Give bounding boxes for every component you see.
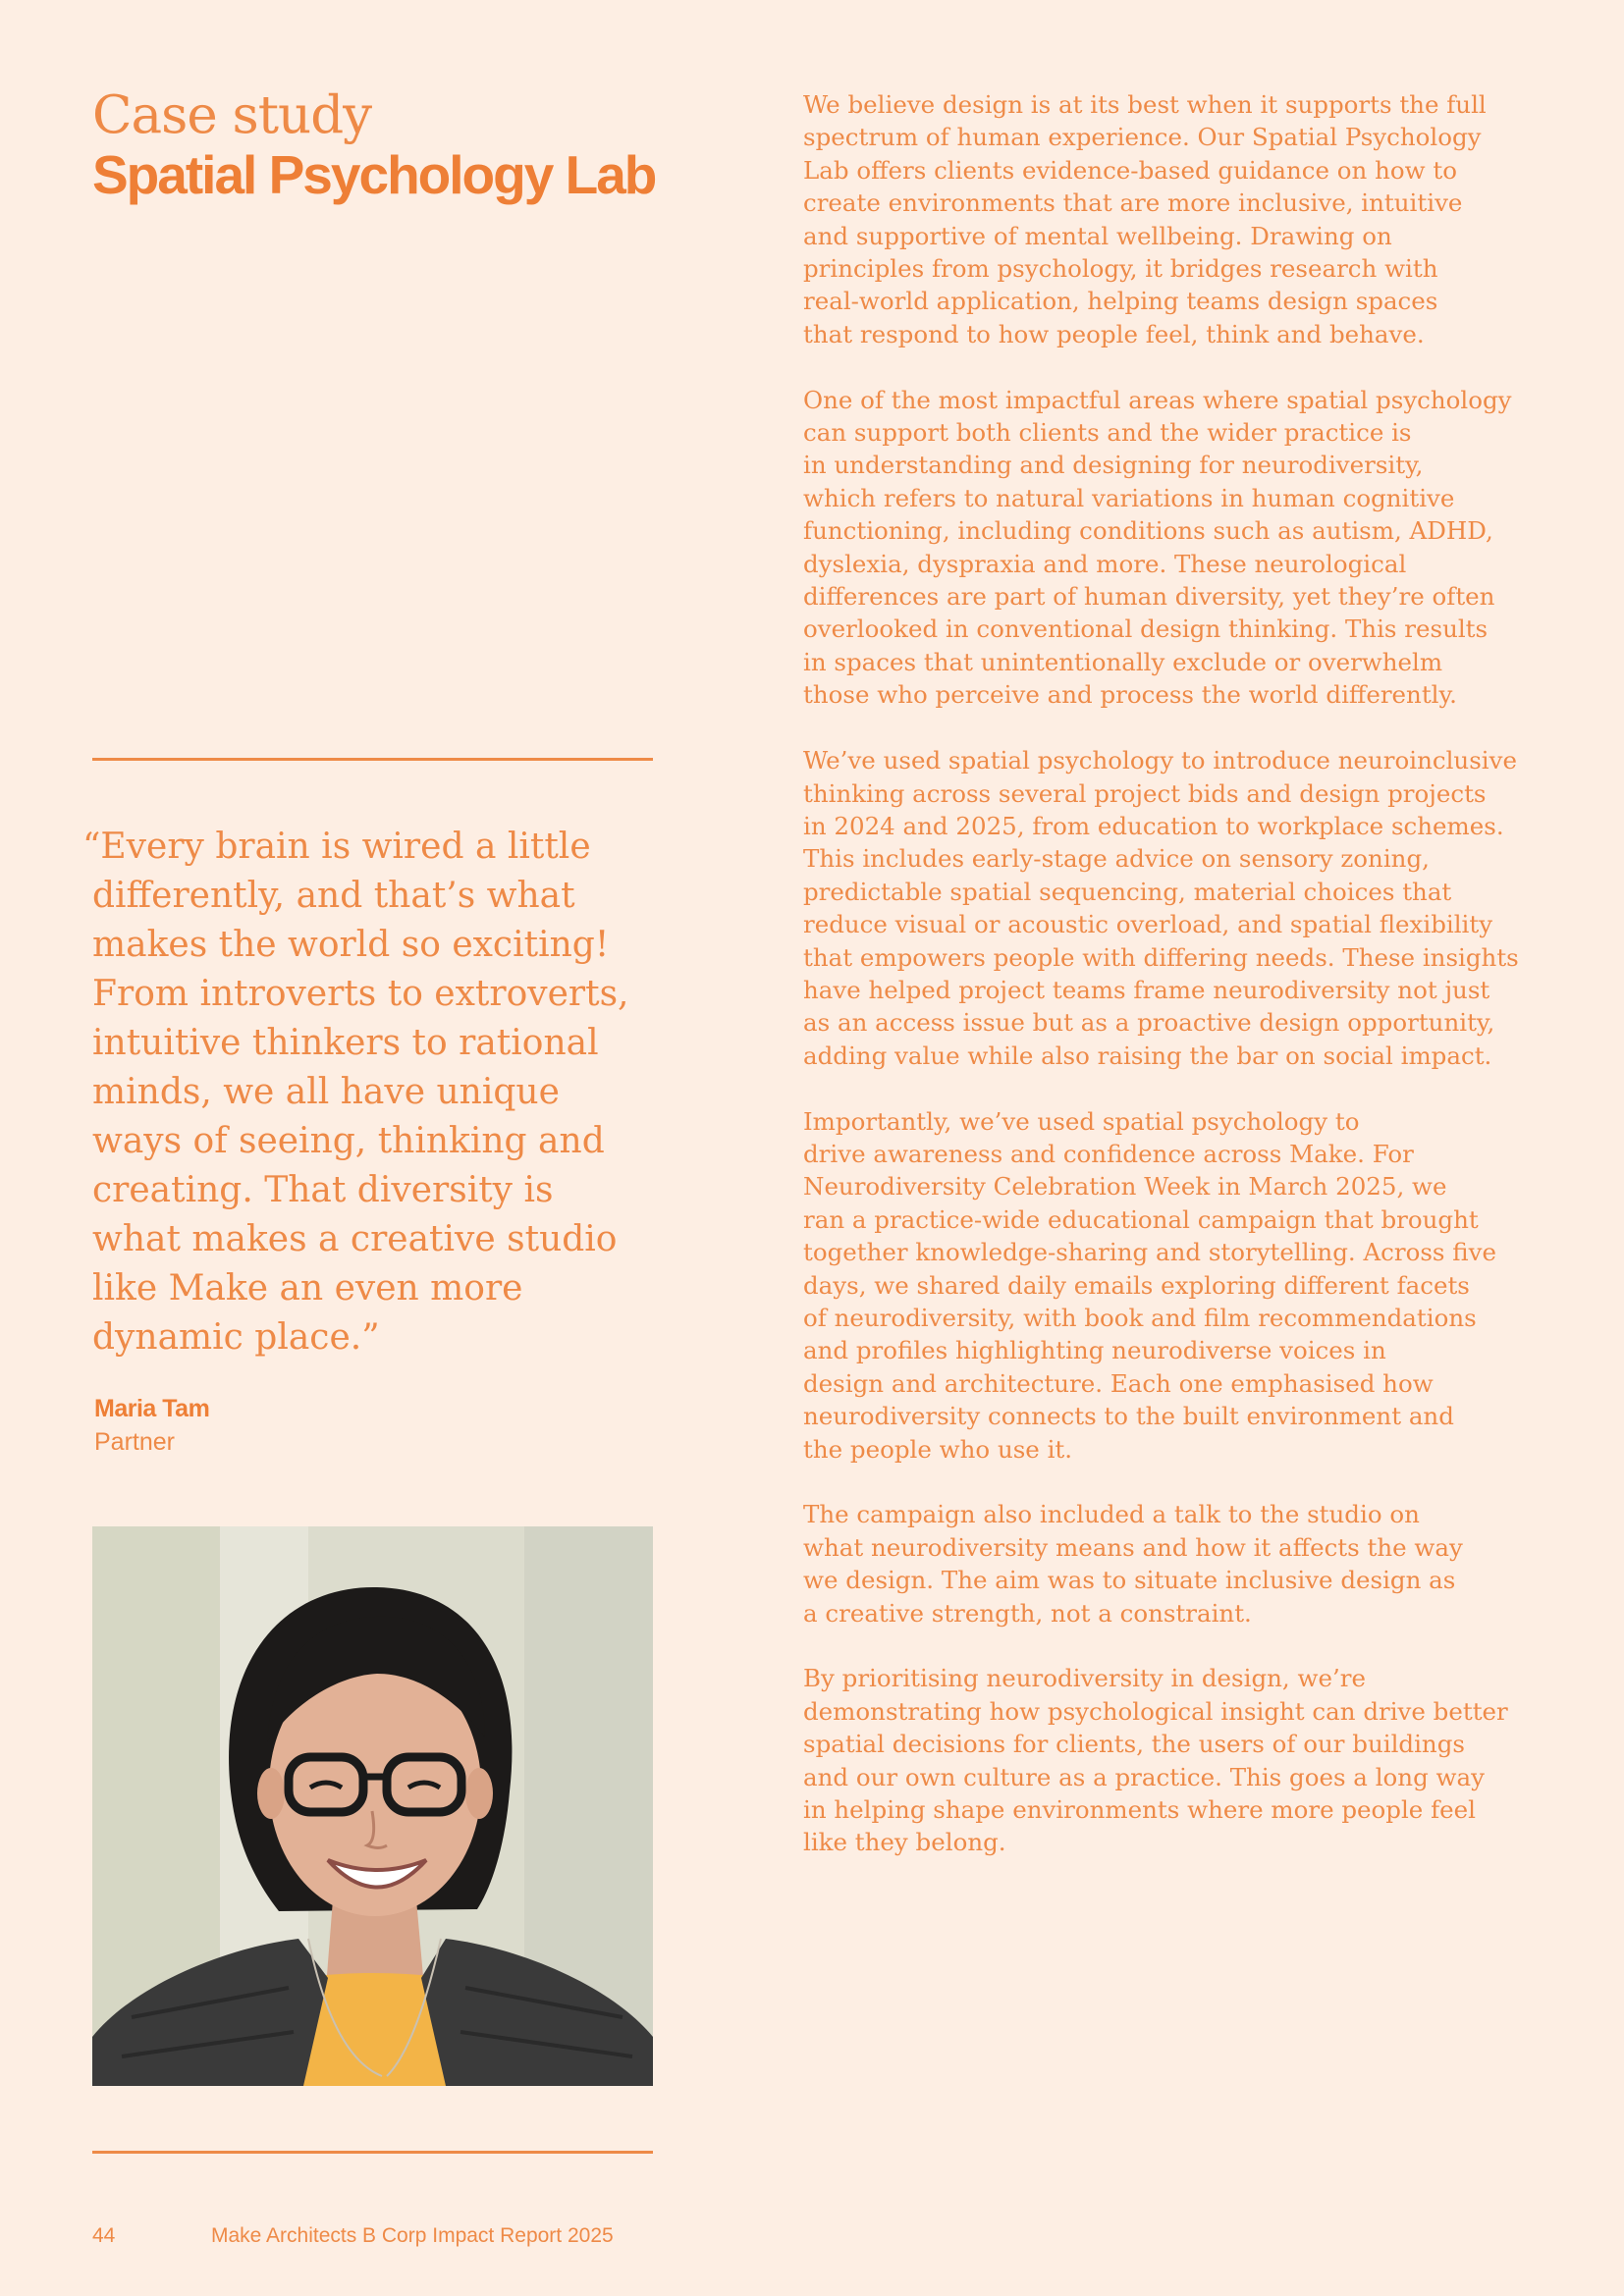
text-line: By prioritising neurodiversity in design, we’re bbox=[803, 1664, 1366, 1693]
report-title: Make Architects B Corp Impact Report 2025 bbox=[211, 2224, 614, 2247]
quote-author-role: Partner bbox=[94, 1428, 175, 1456]
text-line: as an access issue but as a proactive design opportunity, bbox=[803, 1008, 1495, 1038]
text-line: a creative strength, not a constraint. bbox=[803, 1598, 1252, 1628]
text-line: We believe design is at its best when it supports the full bbox=[803, 90, 1487, 119]
text-line: can support both clients and the wider practice is bbox=[803, 418, 1412, 448]
quote-line: From introverts to extroverts, bbox=[92, 974, 629, 1014]
portrait-illustration bbox=[92, 1526, 653, 2086]
quote-line: like Make an even more bbox=[92, 1268, 523, 1308]
text-line: and profiles highlighting neurodiverse voices in bbox=[803, 1336, 1386, 1365]
text-line: what neurodiversity means and how it affects the way bbox=[803, 1532, 1463, 1562]
text-line: functioning, including conditions such as autism, ADHD, bbox=[803, 516, 1493, 546]
body-paragraph bbox=[803, 744, 1519, 1072]
text-line: in spaces that unintentionally exclude or overwhelm bbox=[803, 647, 1443, 676]
quote-line: dynamic place.” bbox=[92, 1317, 380, 1358]
text-line: which refers to natural variations in human cognitive bbox=[803, 483, 1455, 512]
pull-quote bbox=[82, 823, 672, 1362]
text-line: ran a practice-wide educational campaign that brought bbox=[803, 1204, 1479, 1234]
text-line: together knowledge-sharing and storytelling. Across five bbox=[803, 1238, 1496, 1267]
text-line: in helping shape environments where more people feel bbox=[803, 1795, 1476, 1825]
text-line: in understanding and designing for neurodiversity, bbox=[803, 451, 1424, 480]
body-paragraph bbox=[803, 88, 1490, 350]
text-line: and supportive of mental wellbeing. Drawing on bbox=[803, 221, 1392, 250]
text-line: spectrum of human experience. Our Spatial Psychology bbox=[803, 123, 1482, 152]
quote-line: creating. That diversity is bbox=[92, 1170, 554, 1210]
text-line: drive awareness and confidence across Make. For bbox=[803, 1139, 1414, 1168]
text-line: of neurodiversity, with book and film recommendations bbox=[803, 1303, 1477, 1332]
quote-line: ways of seeing, thinking and bbox=[92, 1121, 605, 1161]
body-text bbox=[803, 88, 1519, 1892]
text-line: dyslexia, dyspraxia and more. These neurological bbox=[803, 549, 1407, 578]
quote-line: intuitive thinkers to rational bbox=[92, 1023, 599, 1063]
body-paragraph bbox=[803, 384, 1512, 712]
title-block bbox=[92, 86, 721, 204]
quote-line: minds, we all have unique bbox=[92, 1072, 560, 1112]
text-line: neurodiversity connects to the built environment and bbox=[803, 1402, 1454, 1431]
text-line: design and architecture. Each one emphasised how bbox=[803, 1368, 1434, 1398]
text-line: real-world application, helping teams design spaces bbox=[803, 287, 1438, 316]
text-line: overlooked in conventional design thinking. This results bbox=[803, 614, 1489, 644]
text-line: We’ve used spatial psychology to introduce neuroinclusive bbox=[803, 746, 1517, 775]
text-line: spatial decisions for clients, the users of our buildings bbox=[803, 1730, 1465, 1759]
quote-line: “Every brain is wired a little bbox=[82, 827, 591, 867]
text-line: create environments that are more inclusive, intuitive bbox=[803, 188, 1463, 218]
page-kicker: Case study bbox=[92, 85, 372, 145]
text-line: principles from psychology, it bridges research with bbox=[803, 254, 1438, 284]
quote-line: makes the world so exciting! bbox=[92, 925, 610, 965]
text-line: those who perceive and process the world differently. bbox=[803, 680, 1457, 710]
text-line: Neurodiversity Celebration Week in March 2025, we bbox=[803, 1172, 1447, 1201]
divider-bottom bbox=[92, 2151, 653, 2154]
text-line: Lab offers clients evidence-based guidance on how to bbox=[803, 155, 1457, 185]
divider-top bbox=[92, 758, 653, 761]
text-line: Importantly, we’ve used spatial psychology to bbox=[803, 1106, 1360, 1136]
text-line: thinking across several project bids and design projects bbox=[803, 778, 1487, 808]
quote-line: differently, and that’s what bbox=[92, 876, 575, 916]
page-title: Spatial Psychology Lab bbox=[92, 144, 656, 205]
page-number: 44 bbox=[92, 2224, 116, 2247]
body-paragraph bbox=[803, 1498, 1490, 1629]
body-paragraph bbox=[803, 1662, 1508, 1858]
text-line: adding value while also raising the bar on social impact. bbox=[803, 1041, 1492, 1070]
text-line: demonstrating how psychological insight can drive better bbox=[803, 1696, 1508, 1726]
text-line: days, we shared daily emails exploring different facets bbox=[803, 1270, 1470, 1300]
quote-line: what makes a creative studio bbox=[92, 1219, 618, 1259]
text-line: predictable spatial sequencing, material choices that bbox=[803, 877, 1452, 906]
text-line: This includes early-stage advice on sensory zoning, bbox=[803, 844, 1430, 874]
text-line: have helped project teams frame neurodiversity not just bbox=[803, 975, 1490, 1004]
quote-author: Maria Tam bbox=[94, 1395, 210, 1422]
quote-attribution bbox=[94, 1392, 209, 1459]
text-line: that respond to how people feel, think and behave. bbox=[803, 319, 1425, 348]
text-line: the people who use it. bbox=[803, 1434, 1073, 1464]
text-line: in 2024 and 2025, from education to workplace schemes. bbox=[803, 811, 1504, 840]
text-line: and our own culture as a practice. This goes a long way bbox=[803, 1762, 1485, 1791]
body-paragraph bbox=[803, 1105, 1496, 1466]
text-line: we design. The aim was to situate inclusive design as bbox=[803, 1566, 1456, 1595]
portrait-photo bbox=[92, 1526, 653, 2086]
text-line: differences are part of human diversity, yet they’re often bbox=[803, 582, 1495, 612]
text-line: reduce visual or acoustic overload, and spatial flexibility bbox=[803, 910, 1493, 939]
text-line: One of the most impactful areas where spatial psychology bbox=[803, 385, 1512, 414]
text-line: The campaign also included a talk to the studio on bbox=[803, 1500, 1420, 1529]
text-line: like they belong. bbox=[803, 1828, 1006, 1857]
text-line: that empowers people with differing needs. These insights bbox=[803, 942, 1519, 972]
